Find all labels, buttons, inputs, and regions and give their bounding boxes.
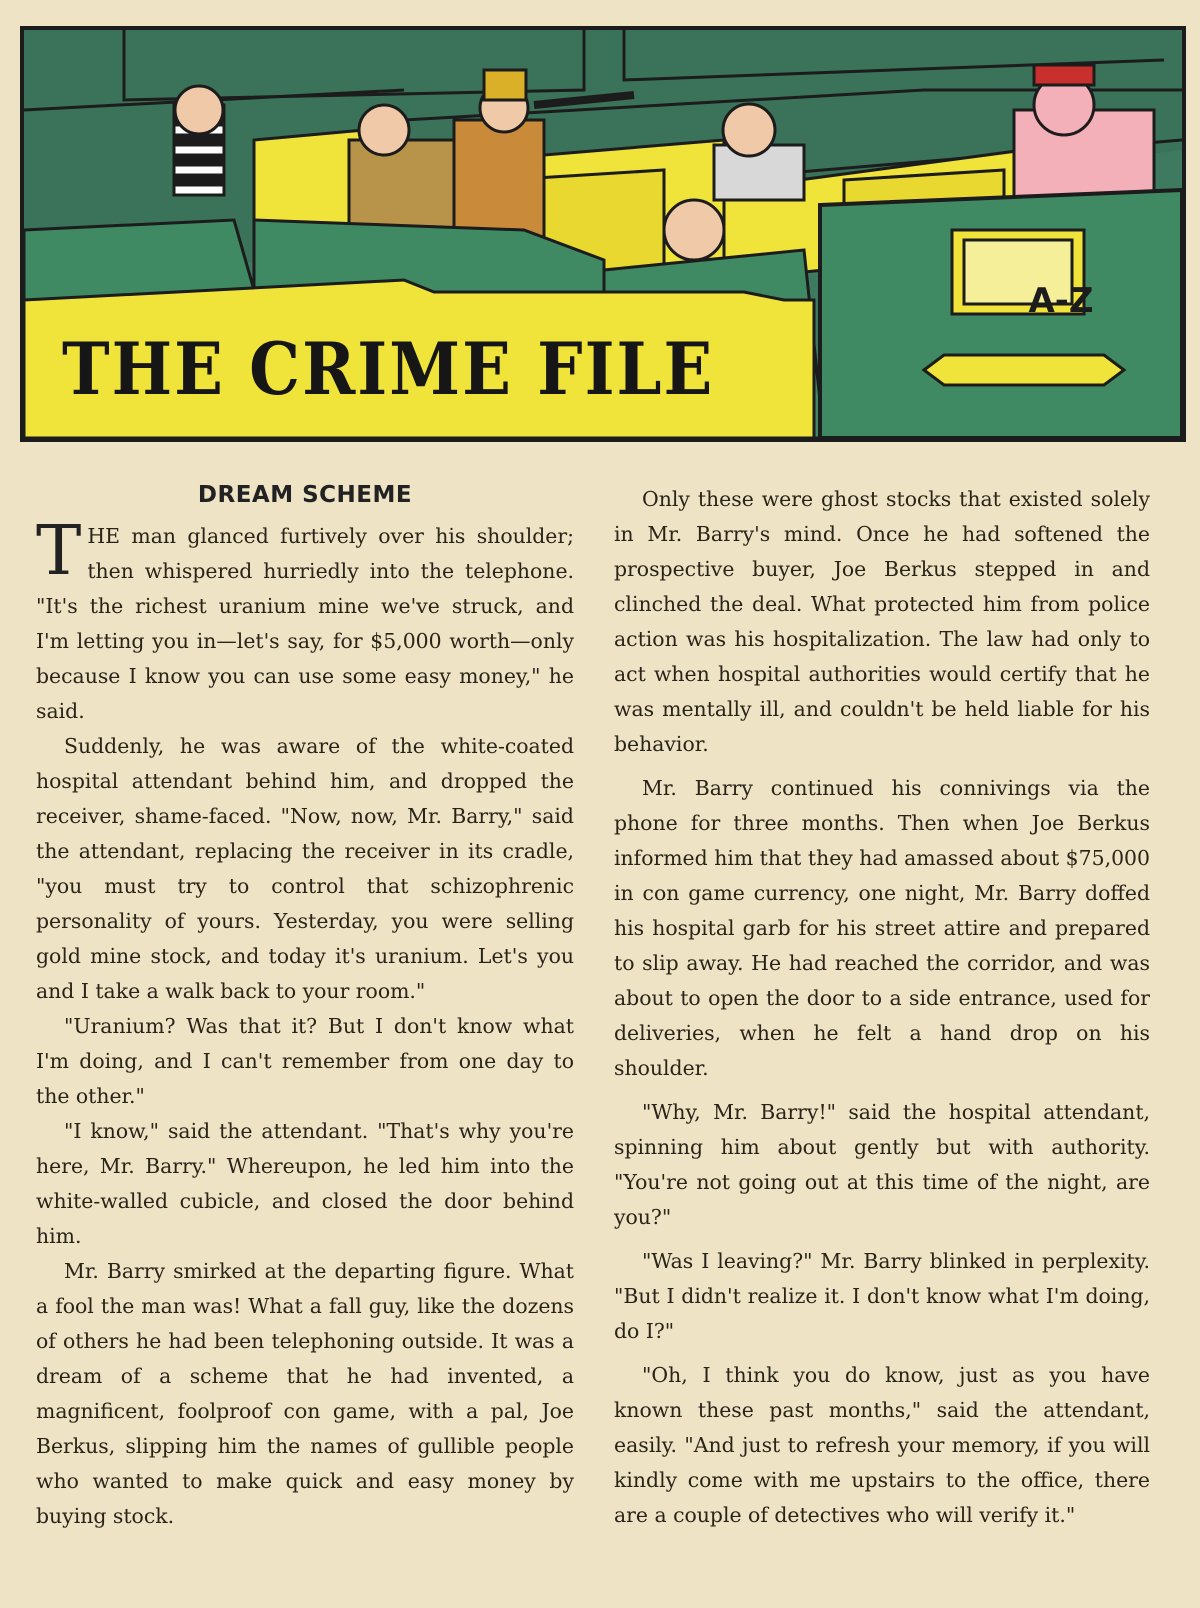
- story-title: DREAM SCHEME: [197, 482, 413, 508]
- paragraph: HE man glanced furtively over his shoulder; then whispered hurriedly into the telephone. "It's the richest uranium mine we've struck, and I'm letting you in—let's say, for $5,000 worth—only because I know you can use some easy money," he said.: [36, 524, 574, 723]
- title-illustration-panel: [20, 26, 1186, 442]
- paragraph: "Was I leaving?" Mr. Barry blinked in perplexity. "But I didn't realize it. I don't know what I'm doing, do I?": [614, 1249, 1150, 1343]
- drawer-label: A-Z: [1028, 281, 1094, 321]
- paragraph: Suddenly, he was aware of the white-coated hospital attendant behind him, and dropped the receiver, shame-faced. "Now, now, Mr. Barry," said the attendant, replacing the receiver in its cradle, "you must try to control that schizophrenic personality of yours. Yesterday, you were selling gold mine stock, and today it's uranium. Let's you and I take a walk back to your room.": [36, 734, 574, 1003]
- paragraph: Mr. Barry smirked at the departing figure. What a fool the man was! What a fall guy, like the dozens of others he had been telephoning outside. It was a dream of a scheme that he had invented, a magnificent, foolproof con game, with a pal, Joe Berkus, slipping him the names of gullible people who wanted to make quick and easy money by buying stock.: [36, 1259, 574, 1528]
- drop-cap: T: [36, 512, 82, 591]
- paragraph: "Why, Mr. Barry!" said the hospital attendant, spinning him about gently but with authority. "You're not going out at this time of the night, are you?": [614, 1100, 1150, 1229]
- paragraph: "Uranium? Was that it? But I don't know what I'm doing, and I can't remember from one day to the other.": [36, 1014, 574, 1108]
- paragraph: Only these were ghost stocks that existed solely in Mr. Barry's mind. Once he had softened the prospective buyer, Joe Berkus stepped in and clinched the deal. What protected him from police action was his hospitalization. The law had only to act when hospital authorities would certify that he was mentally ill, and couldn't be held liable for his behavior.: [614, 487, 1150, 756]
- left-column: [36, 478, 574, 1534]
- crime-file-title: THE CRIME FILE: [62, 328, 715, 412]
- paragraph: "Oh, I think you do know, just as you have known these past months," said the attendant, easily. "And just to refresh your memory, if you will kindly come with me upstairs to the office, there are a couple of detectives who will verify it.": [614, 1363, 1150, 1527]
- paragraph: "I know," said the attendant. "That's why you're here, Mr. Barry." Whereupon, he led him into the white-walled cubicle, and closed the door behind him.: [36, 1119, 574, 1248]
- right-column: [614, 482, 1150, 1542]
- paragraph: Mr. Barry continued his connivings via the phone for three months. Then when Joe Berkus informed him that they had amassed about $75,000 in con game currency, one night, Mr. Barry doffed his hospital garb for his street attire and prepared to slip away. He had reached the corridor, and was about to open the door to a side entrance, used for deliveries, when he felt a hand drop on his shoulder.: [614, 776, 1150, 1080]
